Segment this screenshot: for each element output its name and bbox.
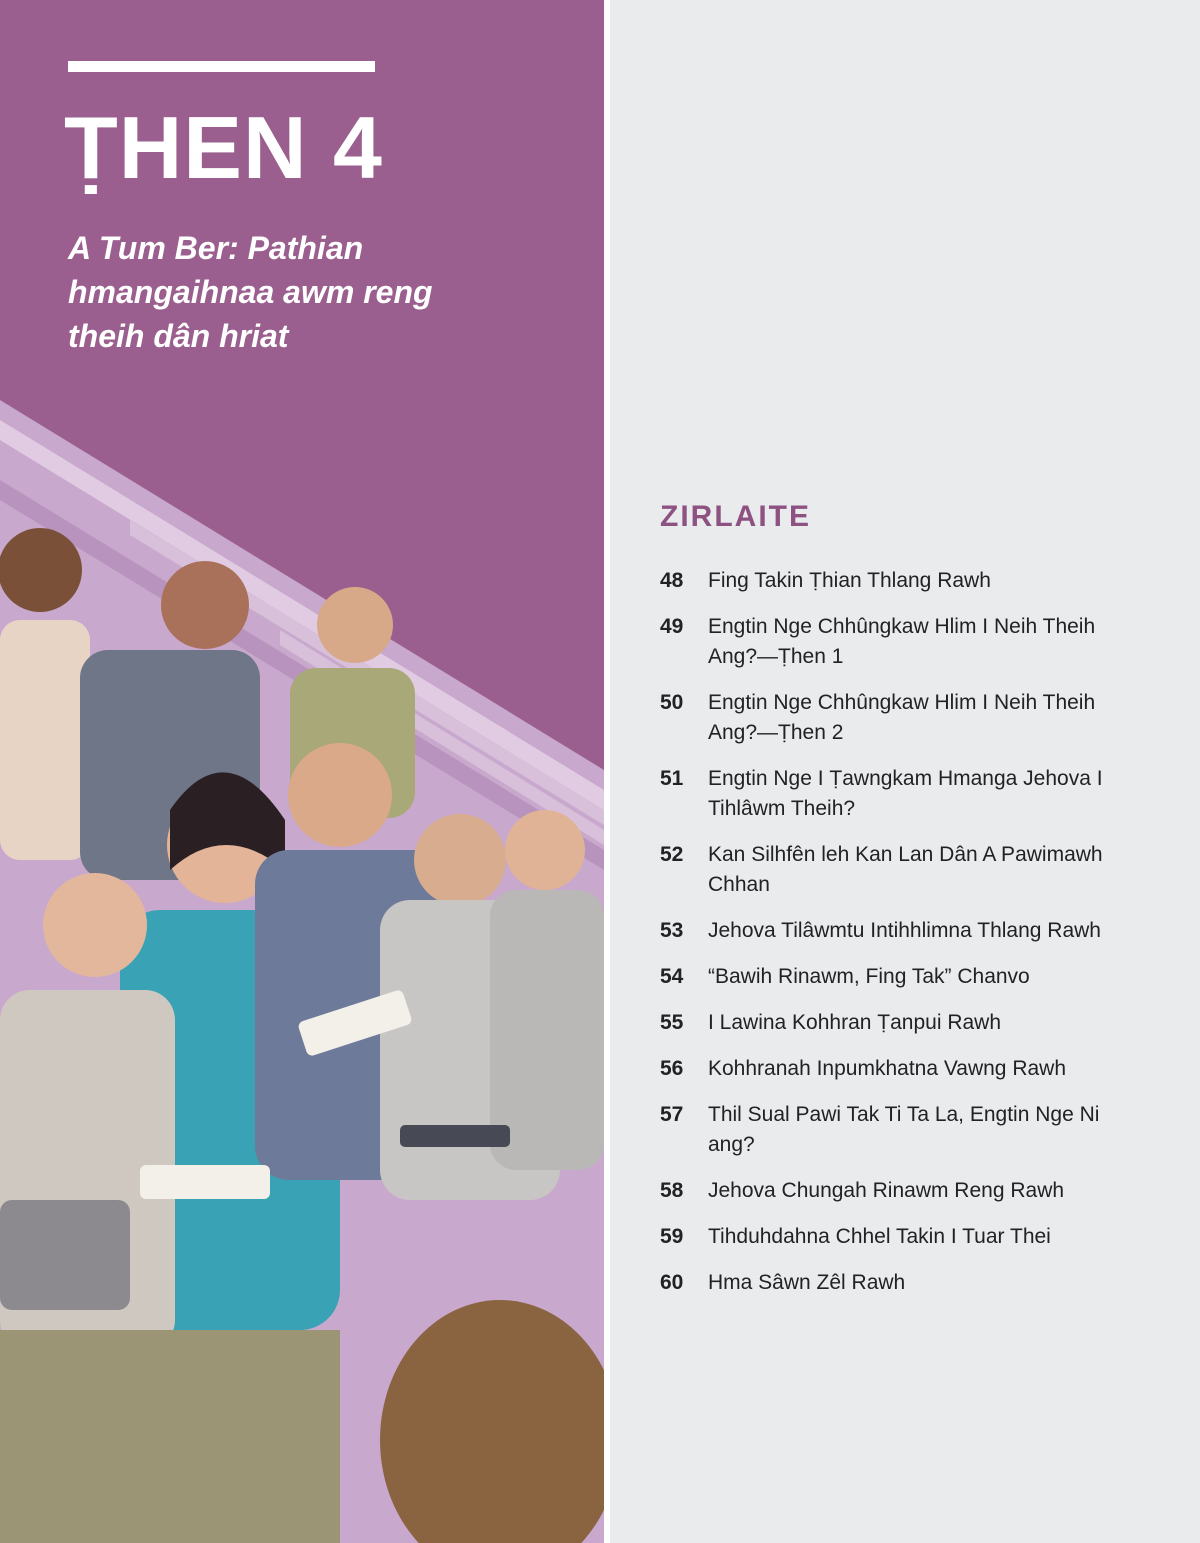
lesson-number: 49 (660, 615, 684, 638)
lesson-title[interactable]: Kohhranah Inpumkhatna Vawng Rawh (708, 1057, 1067, 1080)
part-subtitle: A Tum Ber: Pathian hmangaihnaa awm reng theih dân hriat (68, 230, 433, 354)
toc-item[interactable] (660, 688, 1160, 748)
lesson-number: 59 (660, 1225, 684, 1248)
toc-item[interactable] (660, 1176, 1160, 1206)
lesson-number: 52 (660, 843, 684, 866)
lesson-title[interactable]: Engtin Nge Chhûngkaw Hlim I Neih Theih Ang?—Ṭhen 1 (708, 615, 1096, 668)
lesson-number: 55 (660, 1011, 684, 1034)
toc-item[interactable] (660, 1268, 1160, 1298)
lesson-title[interactable]: “Bawih Rinawm, Fing Tak” Chanvo (708, 965, 1030, 988)
lesson-title[interactable]: I Lawina Kohhran Ṭanpui Rawh (708, 1011, 1002, 1034)
lesson-title[interactable]: Jehova Chungah Rinawm Reng Rawh (708, 1179, 1065, 1202)
lesson-number: 60 (660, 1271, 684, 1294)
lesson-number: 54 (660, 965, 684, 988)
toc-item[interactable] (660, 612, 1160, 672)
lesson-number: 50 (660, 691, 684, 714)
lesson-number: 53 (660, 919, 684, 942)
toc-item[interactable] (660, 764, 1160, 824)
lesson-title[interactable]: Engtin Nge I Ṭawngkam Hmanga Jehova I Tihlâwm Theih? (708, 767, 1103, 820)
lesson-title[interactable]: Fing Takin Ṭhian Thlang Rawh (708, 569, 991, 592)
lesson-title[interactable]: Hma Sâwn Zêl Rawh (708, 1271, 906, 1294)
lesson-number: 56 (660, 1057, 684, 1080)
lesson-number: 58 (660, 1179, 684, 1202)
toc-item[interactable] (660, 962, 1160, 992)
lesson-title[interactable]: Jehova Tilâwmtu Intihhlimna Thlang Rawh (708, 919, 1101, 942)
lesson-number: 57 (660, 1103, 684, 1126)
top-rule (68, 61, 375, 72)
toc-item[interactable] (660, 1054, 1160, 1084)
toc-item[interactable] (660, 916, 1160, 946)
toc-heading: ZIRLAITE (660, 500, 811, 533)
toc-list (660, 566, 1160, 1314)
column-divider (604, 0, 610, 1543)
toc-item[interactable] (660, 1222, 1160, 1252)
part-title: ṬHEN 4 (64, 98, 383, 197)
toc-item[interactable] (660, 566, 1160, 596)
toc-item[interactable] (660, 1100, 1160, 1160)
lesson-number: 51 (660, 767, 684, 790)
toc-item[interactable] (660, 840, 1160, 900)
lesson-title[interactable]: Kan Silhfên leh Kan Lan Dân A Pawimawh Chhan (708, 843, 1103, 896)
lesson-number: 48 (660, 569, 684, 592)
lesson-title[interactable]: Engtin Nge Chhûngkaw Hlim I Neih Theih Ang?—Ṭhen 2 (708, 691, 1096, 744)
congregation-illustration (0, 400, 604, 1543)
lesson-title[interactable]: Tihduhdahna Chhel Takin I Tuar Thei (708, 1225, 1051, 1248)
toc-item[interactable] (660, 1008, 1160, 1038)
lesson-title[interactable]: Thil Sual Pawi Tak Ti Ta La, Engtin Nge Ni ang? (708, 1103, 1100, 1156)
